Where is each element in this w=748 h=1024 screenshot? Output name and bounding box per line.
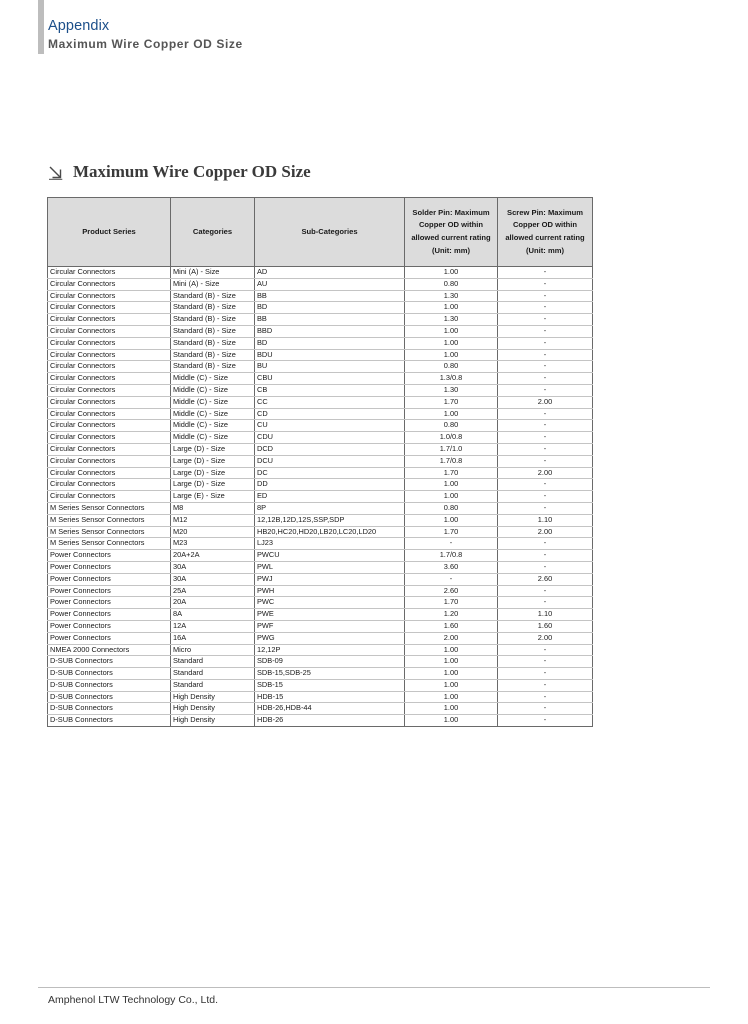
screw-pin-cell: 2.60 (498, 573, 593, 585)
table-row (48, 691, 593, 703)
screw-pin-cell: - (498, 585, 593, 597)
solder-pin-cell: 0.80 (405, 361, 498, 373)
category-cell: Middle (C) - Size (171, 373, 255, 385)
table-row (48, 361, 593, 373)
solder-pin-cell: 1.30 (405, 314, 498, 326)
table-row (48, 373, 593, 385)
table-row (48, 278, 593, 290)
solder-pin-cell: 1.00 (405, 715, 498, 727)
screw-pin-cell: - (498, 443, 593, 455)
category-cell: Large (D) - Size (171, 443, 255, 455)
category-cell: 25A (171, 585, 255, 597)
category-cell: Standard (171, 656, 255, 668)
sub-category-cell: PWE (255, 609, 405, 621)
sub-category-cell: CBU (255, 373, 405, 385)
sub-category-cell: BD (255, 337, 405, 349)
table-row (48, 420, 593, 432)
category-cell: Standard (171, 668, 255, 680)
sub-category-cell: HB20,HC20,HD20,LB20,LC20,LD20 (255, 526, 405, 538)
sub-category-cell: 12,12P (255, 644, 405, 656)
screw-pin-cell: - (498, 432, 593, 444)
category-cell: Large (D) - Size (171, 455, 255, 467)
sub-category-cell: AD (255, 267, 405, 279)
product-series-cell: Circular Connectors (48, 267, 171, 279)
sub-category-cell: CC (255, 396, 405, 408)
category-cell: 30A (171, 573, 255, 585)
solder-pin-cell: 1.00 (405, 656, 498, 668)
product-series-cell: Power Connectors (48, 632, 171, 644)
wire-od-table (47, 197, 593, 727)
product-series-cell: Power Connectors (48, 585, 171, 597)
category-cell: Mini (A) - Size (171, 267, 255, 279)
table-row (48, 550, 593, 562)
solder-pin-cell: 1.00 (405, 691, 498, 703)
screw-pin-cell: - (498, 373, 593, 385)
sub-category-cell: HDB-26,HDB-44 (255, 703, 405, 715)
sub-category-cell: HDB-26 (255, 715, 405, 727)
screw-pin-cell: - (498, 597, 593, 609)
category-cell: M23 (171, 538, 255, 550)
solder-pin-cell: 1.00 (405, 267, 498, 279)
sub-category-cell: PWF (255, 620, 405, 632)
column-header-product-series: Product Series (48, 198, 171, 267)
sub-category-cell: BBD (255, 325, 405, 337)
table-row (48, 314, 593, 326)
sub-category-cell: 8P (255, 502, 405, 514)
product-series-cell: Power Connectors (48, 620, 171, 632)
sub-category-cell: BB (255, 314, 405, 326)
screw-pin-cell: 1.10 (498, 514, 593, 526)
category-cell: Micro (171, 644, 255, 656)
table-row (48, 491, 593, 503)
solder-pin-cell: 1.20 (405, 609, 498, 621)
solder-pin-cell: 1.30 (405, 384, 498, 396)
category-cell: Standard (B) - Size (171, 337, 255, 349)
screw-pin-cell: - (498, 491, 593, 503)
sub-category-cell: SDB-15,SDB-25 (255, 668, 405, 680)
solder-pin-cell: 1.00 (405, 408, 498, 420)
screw-pin-cell: - (498, 337, 593, 349)
sub-category-cell: DD (255, 479, 405, 491)
sub-category-cell: LJ23 (255, 538, 405, 550)
product-series-cell: Circular Connectors (48, 455, 171, 467)
product-series-cell: Power Connectors (48, 597, 171, 609)
screw-pin-cell: - (498, 302, 593, 314)
table-row (48, 609, 593, 621)
sub-category-cell: PWL (255, 561, 405, 573)
table-row (48, 396, 593, 408)
table-row (48, 668, 593, 680)
sub-category-cell: 12,12B,12D,12S,SSP,SDP (255, 514, 405, 526)
column-header-categories: Categories (171, 198, 255, 267)
product-series-cell: Circular Connectors (48, 302, 171, 314)
table-row (48, 349, 593, 361)
category-cell: Middle (C) - Size (171, 384, 255, 396)
table-row (48, 467, 593, 479)
category-cell: Standard (B) - Size (171, 325, 255, 337)
product-series-cell: Power Connectors (48, 573, 171, 585)
header-accent-bar (38, 0, 44, 54)
category-cell: Standard (B) - Size (171, 349, 255, 361)
category-cell: M20 (171, 526, 255, 538)
category-cell: 16A (171, 632, 255, 644)
category-cell: M12 (171, 514, 255, 526)
section-heading (48, 161, 311, 183)
solder-pin-cell: 1.00 (405, 703, 498, 715)
solder-pin-cell: 1.70 (405, 396, 498, 408)
screw-pin-cell: - (498, 479, 593, 491)
product-series-cell: Circular Connectors (48, 479, 171, 491)
table-row (48, 715, 593, 727)
screw-pin-cell: - (498, 420, 593, 432)
solder-pin-cell: 1.00 (405, 479, 498, 491)
sub-category-cell: BB (255, 290, 405, 302)
screw-pin-cell: 2.00 (498, 526, 593, 538)
screw-pin-cell: - (498, 656, 593, 668)
table-row (48, 620, 593, 632)
table-row (48, 679, 593, 691)
sub-category-cell: CDU (255, 432, 405, 444)
product-series-cell: Circular Connectors (48, 278, 171, 290)
screw-pin-cell: - (498, 715, 593, 727)
solder-pin-cell: 2.60 (405, 585, 498, 597)
sub-category-cell: CU (255, 420, 405, 432)
product-series-cell: NMEA 2000 Connectors (48, 644, 171, 656)
category-cell: Middle (C) - Size (171, 408, 255, 420)
product-series-cell: Circular Connectors (48, 420, 171, 432)
screw-pin-cell: 2.00 (498, 632, 593, 644)
solder-pin-cell: 1.00 (405, 644, 498, 656)
category-cell: 20A (171, 597, 255, 609)
table-row (48, 656, 593, 668)
screw-pin-cell: - (498, 644, 593, 656)
category-cell: Standard (B) - Size (171, 361, 255, 373)
page-header-title: Appendix (48, 18, 110, 34)
solder-pin-cell: 3.60 (405, 561, 498, 573)
table-row (48, 538, 593, 550)
product-series-cell: Power Connectors (48, 561, 171, 573)
sub-category-cell: PWG (255, 632, 405, 644)
solder-pin-cell: 1.00 (405, 349, 498, 361)
screw-pin-cell: - (498, 314, 593, 326)
sub-category-cell: AU (255, 278, 405, 290)
footer-company: Amphenol LTW Technology Co., Ltd. (48, 994, 219, 1006)
category-cell: Standard (B) - Size (171, 290, 255, 302)
solder-pin-cell: 1.00 (405, 491, 498, 503)
category-cell: Middle (C) - Size (171, 396, 255, 408)
solder-pin-cell: 1.00 (405, 302, 498, 314)
product-series-cell: Circular Connectors (48, 432, 171, 444)
screw-pin-cell: 1.10 (498, 609, 593, 621)
product-series-cell: Circular Connectors (48, 443, 171, 455)
category-cell: Middle (C) - Size (171, 432, 255, 444)
solder-pin-cell: 1.00 (405, 337, 498, 349)
solder-pin-cell: 2.00 (405, 632, 498, 644)
product-series-cell: Circular Connectors (48, 290, 171, 302)
solder-pin-cell: 1.70 (405, 526, 498, 538)
table-row (48, 290, 593, 302)
sub-category-cell: DCU (255, 455, 405, 467)
screw-pin-cell: 2.00 (498, 467, 593, 479)
screw-pin-cell: - (498, 349, 593, 361)
section-title: Maximum Wire Copper OD Size (73, 162, 311, 181)
table-row (48, 267, 593, 279)
table-row (48, 384, 593, 396)
product-series-cell: Power Connectors (48, 609, 171, 621)
sub-category-cell: DC (255, 467, 405, 479)
sub-category-cell: ED (255, 491, 405, 503)
product-series-cell: D-SUB Connectors (48, 679, 171, 691)
solder-pin-cell: 1.60 (405, 620, 498, 632)
product-series-cell: Circular Connectors (48, 396, 171, 408)
footer-divider (38, 987, 710, 988)
solder-pin-cell: 1.00 (405, 668, 498, 680)
sub-category-cell: SDB-09 (255, 656, 405, 668)
arrow-down-right-icon (48, 165, 63, 180)
category-cell: Large (E) - Size (171, 491, 255, 503)
category-cell: 8A (171, 609, 255, 621)
screw-pin-cell: - (498, 691, 593, 703)
table-row (48, 561, 593, 573)
solder-pin-cell: 1.7/0.8 (405, 550, 498, 562)
table-body (48, 267, 593, 727)
page-header-subtitle: Maximum Wire Copper OD Size (48, 37, 243, 51)
screw-pin-cell: - (498, 502, 593, 514)
solder-pin-cell: - (405, 573, 498, 585)
product-series-cell: M Series Sensor Connectors (48, 538, 171, 550)
sub-category-cell: PWC (255, 597, 405, 609)
sub-category-cell: BD (255, 302, 405, 314)
product-series-cell: Circular Connectors (48, 408, 171, 420)
table-header-row (48, 198, 593, 267)
product-series-cell: Circular Connectors (48, 384, 171, 396)
category-cell: 20A+2A (171, 550, 255, 562)
table-row (48, 703, 593, 715)
screw-pin-cell: - (498, 290, 593, 302)
sub-category-cell: BU (255, 361, 405, 373)
sub-category-cell: PWJ (255, 573, 405, 585)
table-row (48, 337, 593, 349)
screw-pin-cell: - (498, 267, 593, 279)
category-cell: Mini (A) - Size (171, 278, 255, 290)
product-series-cell: M Series Sensor Connectors (48, 502, 171, 514)
table-row (48, 325, 593, 337)
product-series-cell: Circular Connectors (48, 337, 171, 349)
column-header-sub-categories: Sub-Categories (255, 198, 405, 267)
category-cell: High Density (171, 691, 255, 703)
table-row (48, 644, 593, 656)
product-series-cell: Circular Connectors (48, 467, 171, 479)
solder-pin-cell: 1.70 (405, 597, 498, 609)
solder-pin-cell: 1.70 (405, 467, 498, 479)
product-series-cell: M Series Sensor Connectors (48, 526, 171, 538)
solder-pin-cell: 1.30 (405, 290, 498, 302)
table-row (48, 479, 593, 491)
product-series-cell: Circular Connectors (48, 325, 171, 337)
table-row (48, 597, 593, 609)
screw-pin-cell: - (498, 703, 593, 715)
solder-pin-cell: 1.00 (405, 679, 498, 691)
screw-pin-cell: 1.60 (498, 620, 593, 632)
table-row (48, 432, 593, 444)
screw-pin-cell: - (498, 538, 593, 550)
sub-category-cell: PWH (255, 585, 405, 597)
category-cell: Standard (B) - Size (171, 302, 255, 314)
sub-category-cell: SDB-15 (255, 679, 405, 691)
category-cell: M8 (171, 502, 255, 514)
column-header-solder-pin: Solder Pin: Maximum Copper OD within allowed current rating (Unit: mm) (405, 198, 498, 267)
product-series-cell: Circular Connectors (48, 349, 171, 361)
solder-pin-cell: 1.3/0.8 (405, 373, 498, 385)
sub-category-cell: HDB-15 (255, 691, 405, 703)
category-cell: High Density (171, 715, 255, 727)
solder-pin-cell: - (405, 538, 498, 550)
solder-pin-cell: 1.00 (405, 514, 498, 526)
solder-pin-cell: 0.80 (405, 502, 498, 514)
solder-pin-cell: 1.0/0.8 (405, 432, 498, 444)
sub-category-cell: DCD (255, 443, 405, 455)
sub-category-cell: BDU (255, 349, 405, 361)
screw-pin-cell: - (498, 278, 593, 290)
screw-pin-cell: - (498, 668, 593, 680)
product-series-cell: Circular Connectors (48, 491, 171, 503)
sub-category-cell: CD (255, 408, 405, 420)
product-series-cell: Circular Connectors (48, 373, 171, 385)
solder-pin-cell: 0.80 (405, 420, 498, 432)
product-series-cell: M Series Sensor Connectors (48, 514, 171, 526)
product-series-cell: Circular Connectors (48, 361, 171, 373)
column-header-screw-pin: Screw Pin: Maximum Copper OD within allowed current rating (Unit: mm) (498, 198, 593, 267)
product-series-cell: D-SUB Connectors (48, 691, 171, 703)
table-row (48, 408, 593, 420)
category-cell: High Density (171, 703, 255, 715)
table-row (48, 502, 593, 514)
screw-pin-cell: - (498, 408, 593, 420)
solder-pin-cell: 0.80 (405, 278, 498, 290)
product-series-cell: Power Connectors (48, 550, 171, 562)
solder-pin-cell: 1.00 (405, 325, 498, 337)
product-series-cell: D-SUB Connectors (48, 656, 171, 668)
screw-pin-cell: - (498, 679, 593, 691)
table-row (48, 526, 593, 538)
category-cell: Standard (B) - Size (171, 314, 255, 326)
screw-pin-cell: 2.00 (498, 396, 593, 408)
sub-category-cell: PWCU (255, 550, 405, 562)
screw-pin-cell: - (498, 325, 593, 337)
table-row (48, 514, 593, 526)
product-series-cell: D-SUB Connectors (48, 703, 171, 715)
table-row (48, 455, 593, 467)
category-cell: 30A (171, 561, 255, 573)
table-row (48, 443, 593, 455)
screw-pin-cell: - (498, 550, 593, 562)
category-cell: Large (D) - Size (171, 479, 255, 491)
table-row (48, 302, 593, 314)
category-cell: 12A (171, 620, 255, 632)
table-row (48, 585, 593, 597)
screw-pin-cell: - (498, 561, 593, 573)
table-row (48, 632, 593, 644)
solder-pin-cell: 1.7/1.0 (405, 443, 498, 455)
product-series-cell: Circular Connectors (48, 314, 171, 326)
category-cell: Standard (171, 679, 255, 691)
screw-pin-cell: - (498, 455, 593, 467)
screw-pin-cell: - (498, 361, 593, 373)
sub-category-cell: CB (255, 384, 405, 396)
screw-pin-cell: - (498, 384, 593, 396)
table-row (48, 573, 593, 585)
category-cell: Large (D) - Size (171, 467, 255, 479)
solder-pin-cell: 1.7/0.8 (405, 455, 498, 467)
product-series-cell: D-SUB Connectors (48, 715, 171, 727)
product-series-cell: D-SUB Connectors (48, 668, 171, 680)
category-cell: Middle (C) - Size (171, 420, 255, 432)
